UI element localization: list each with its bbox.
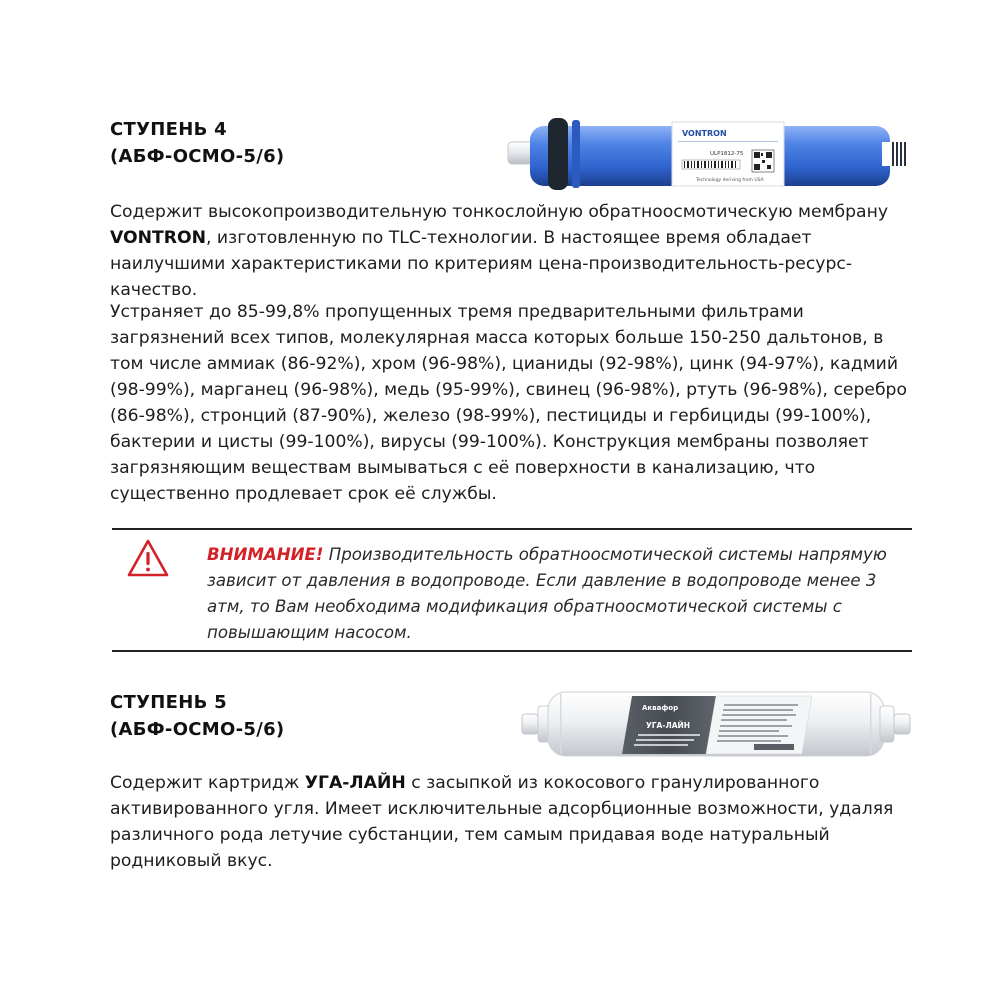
stage4-title: СТУПЕНЬ 4 bbox=[110, 119, 228, 140]
stage4-subtitle: (АБФ-ОСМО-5/6) bbox=[110, 146, 285, 167]
warning-message: ВНИМАНИЕ! Производительность обратноосмотической системы напрямую зависит от давления в водопроводе. Если давление в водопроводе менее 3 атм, то Вам необходима модификация обратноосмотической системы с повышающим насосом. bbox=[207, 545, 887, 642]
stage5-description: Содержит картридж УГА-ЛАЙН с засыпкой из кокосового гранулированного активированного угля. Имеет исключительные адсорбционные возможности, удаляя различного рода летучие субстанции, тем самым придавая воде натуральный родниковый вкус. bbox=[110, 773, 894, 871]
cartridge-model-label: УГА-ЛАЙН bbox=[646, 721, 691, 730]
stage5-heading bbox=[110, 689, 284, 743]
stage4-description: Содержит высокопроизводительную тонкослойную обратноосмотическую мембрану VONTRON, изготовленную по TLC-технологии. В настоящее время обладает наилучшими характеристиками по критериям цена-производительность-ресурс-качество. bbox=[110, 202, 888, 300]
warning-triangle-icon bbox=[126, 538, 170, 578]
uga-line-brand: УГА-ЛАЙН bbox=[304, 773, 406, 793]
stage5-subtitle: (АБФ-ОСМО-5/6) bbox=[110, 719, 285, 740]
membrane-cartridge-image bbox=[500, 108, 910, 200]
stage4-heading bbox=[110, 116, 284, 170]
carbon-cartridge-image bbox=[520, 678, 912, 770]
cartridge-brand-label: Аквафор bbox=[642, 704, 679, 712]
membrane-model-label: ULP1812-75 bbox=[710, 151, 744, 157]
warning-top-divider bbox=[112, 528, 912, 530]
stage5-title: СТУПЕНЬ 5 bbox=[110, 692, 228, 713]
vontron-brand: VONTRON bbox=[110, 228, 206, 248]
stage4-removal-details: Устраняет до 85-99,8% пропущенных тремя предварительными фильтрами загрязнений всех типов, молекулярная масса которых больше 150-250 дальтонов, в том числе аммиак (86-92%), хром (96-98%), цианиды (92-98%), цинк (94-97%), кадмий (98-99%), марганец (96-98%), медь (95-99%), свинец (96-98%), ртуть (96-98%), серебро (86-98%), стронций (87-90%), железо (98-99%), пестициды и гербициды (99-100%), бактерии и цисты (99-100%), вирусы (99-100%). Конструкция мембраны позволяет загрязняющим веществам вымываться с её поверхности в канализацию, что существенно продлевает срок её службы. bbox=[110, 302, 907, 504]
membrane-brand-label: VONTRON bbox=[682, 129, 727, 138]
membrane-footer-label: Technology deriving from USA bbox=[696, 178, 764, 183]
warning-bottom-divider bbox=[112, 650, 912, 652]
warning-label: ВНИМАНИЕ! bbox=[207, 545, 324, 564]
